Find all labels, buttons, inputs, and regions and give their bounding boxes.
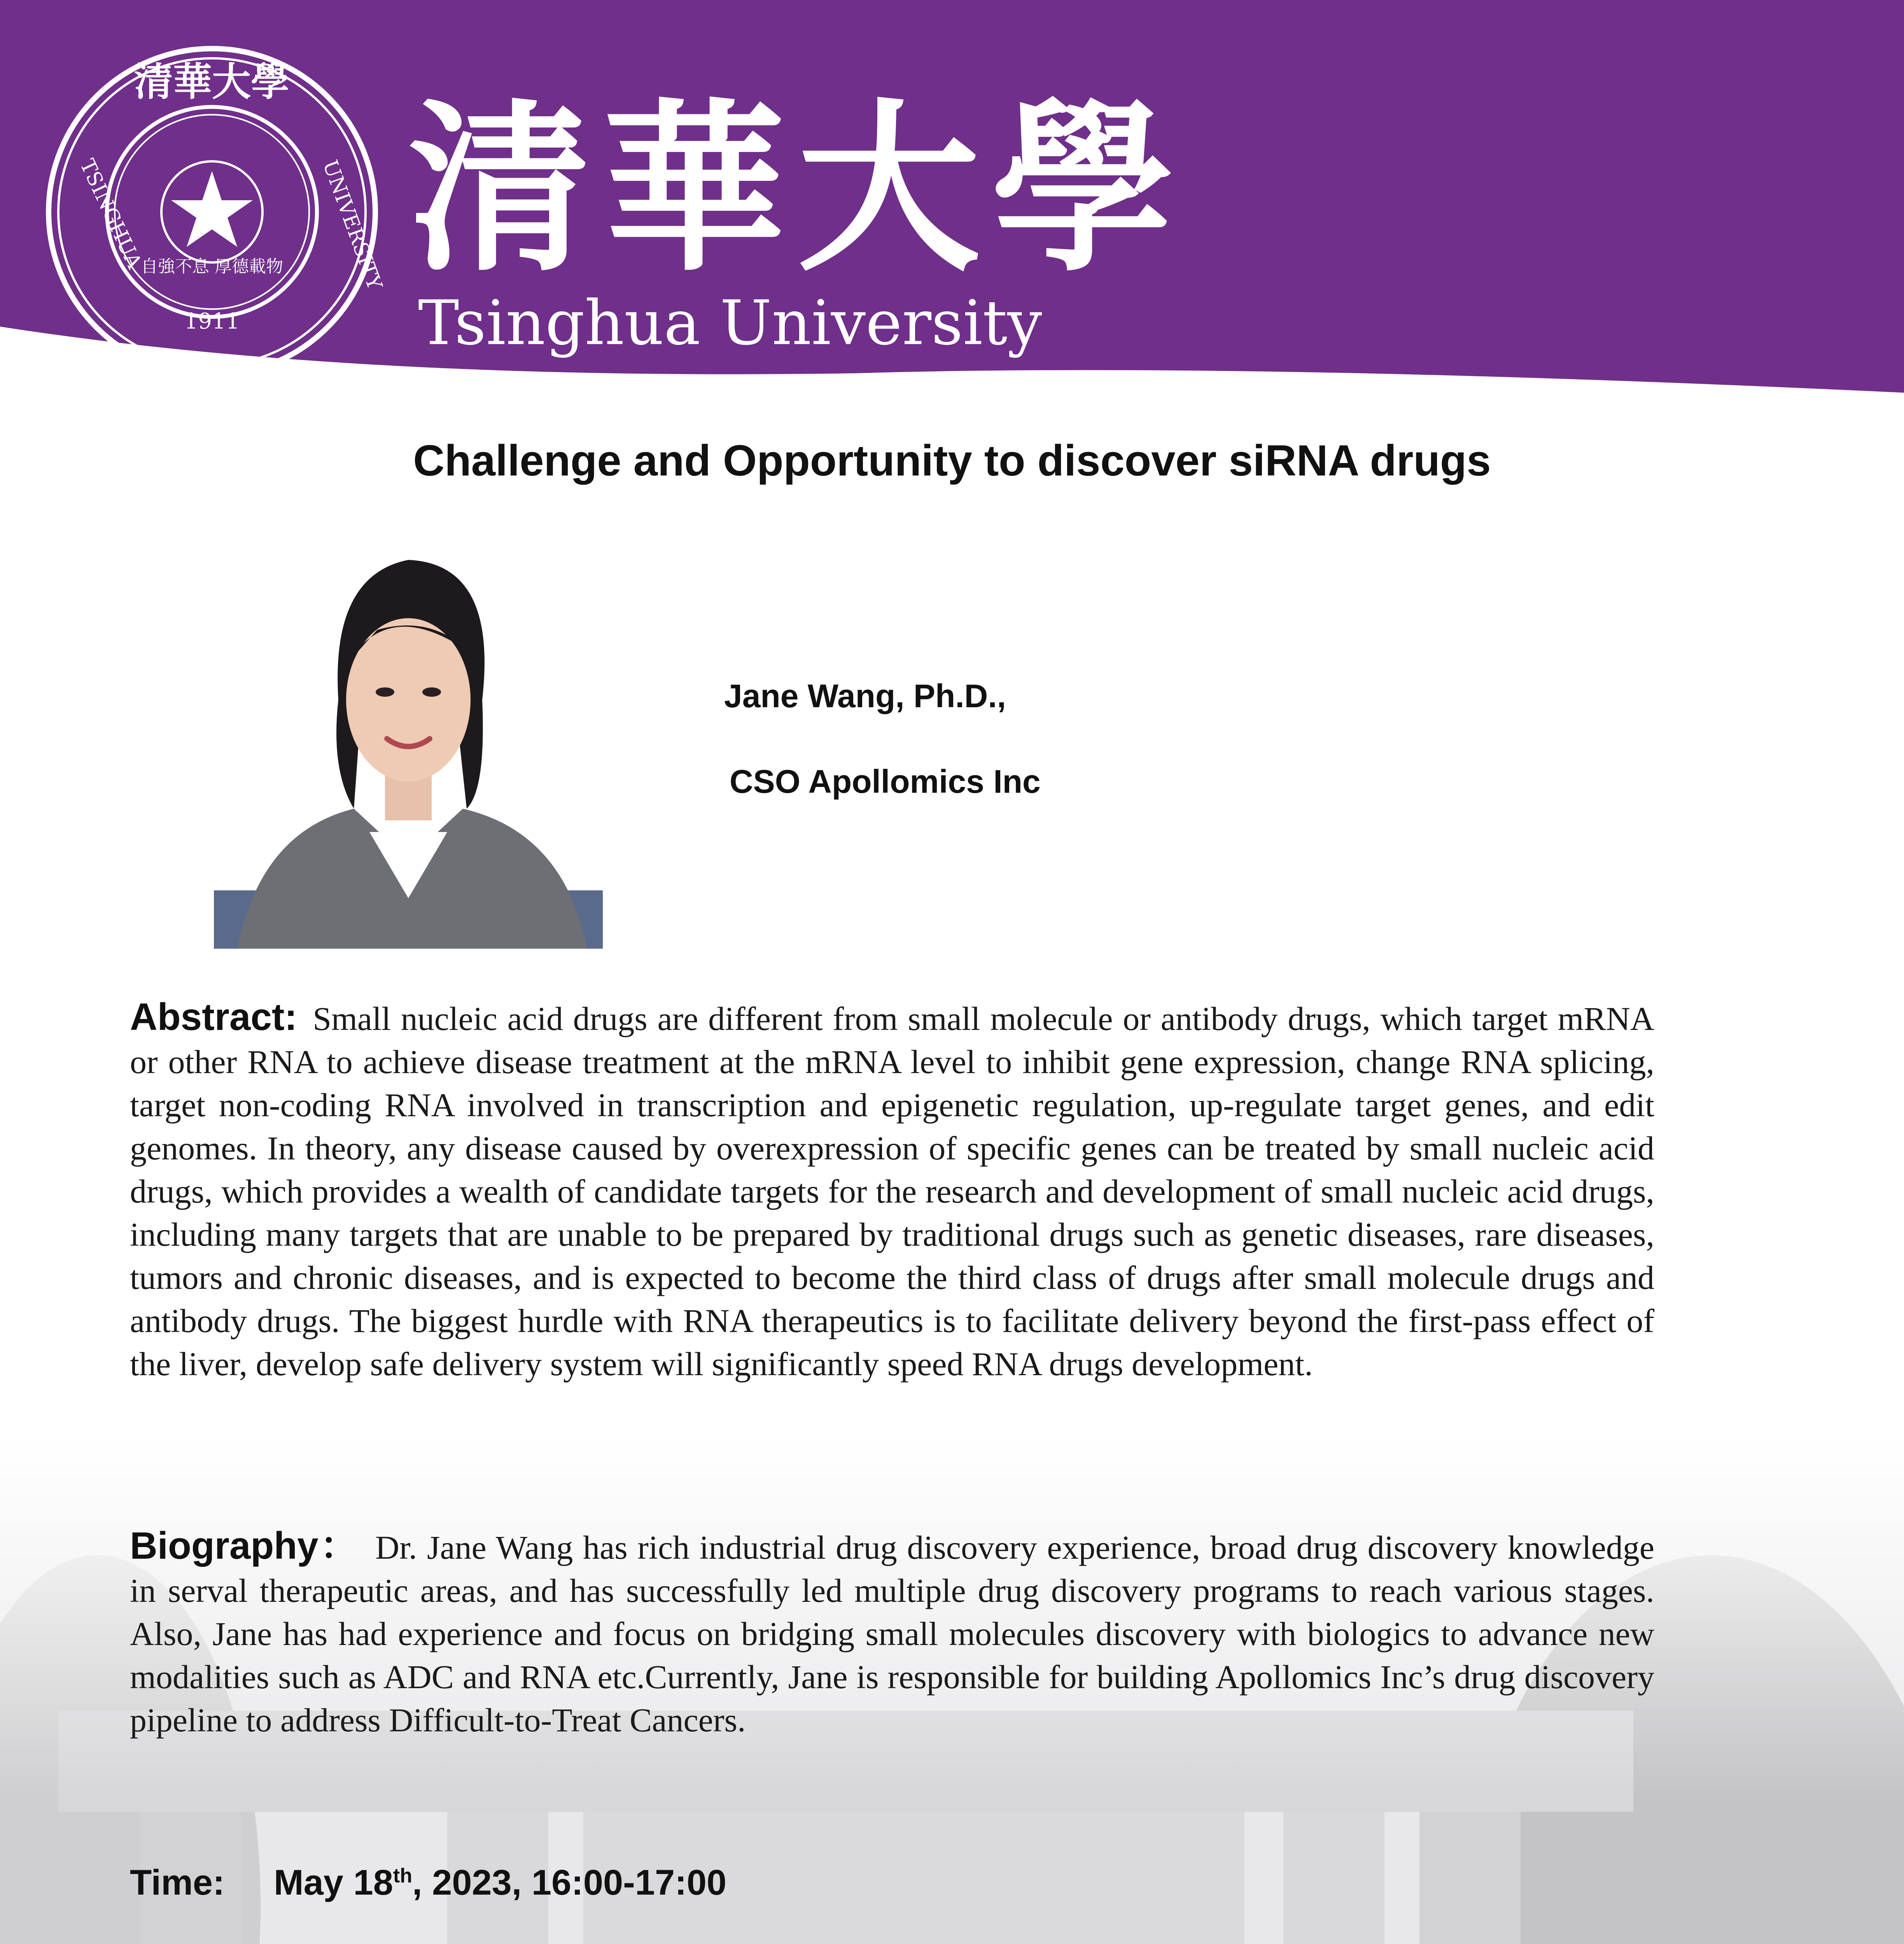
seal-year: 1911 <box>184 309 240 334</box>
time-label: Time: <box>130 1863 225 1902</box>
university-name-en: Tsinghua University <box>418 287 1042 359</box>
time-row <box>130 1862 726 1903</box>
university-name-cn: 清華大學 <box>408 81 1186 296</box>
talk-title: Challenge and Opportunity to discover siRNA drugs <box>413 436 1491 485</box>
speaker-affiliation: CSO Apollomics Inc <box>730 763 1041 800</box>
biography-label: Biography： <box>130 1524 360 1567</box>
seal-inner-text: 自強不息 厚德載物 <box>141 257 283 276</box>
biography-text: Dr. Jane Wang has rich industrial drug discovery experience, broad drug discovery knowledge in serval therapeutic areas, and has successfully led multiple drug discovery programs to reach various stages. Also, Jane has had experience and focus on bridging small molecules discovery with biologics to advance new modalities such as ADC and RNA etc.Currently, Jane is responsible for building Apollomics Inc’s drug discovery pipeline to address Difficult-to-Treat Cancers. <box>130 1529 1655 1739</box>
time-value-post: , 2023, 16:00-17:00 <box>412 1863 727 1902</box>
time-value-sup: th <box>393 1864 412 1887</box>
speaker-photo <box>214 537 603 949</box>
header-banner <box>0 0 1904 393</box>
seal-text-left: TSINGHUA <box>75 156 146 273</box>
speaker-name: Jane Wang, Ph.D., <box>724 678 1006 714</box>
abstract-text: Small nucleic acid drugs are different from small molecule or antibody drugs, which target mRNA or other RNA to achieve disease treatment at the mRNA level to inhibit gene expression, change RNA splicing, target non-coding RNA involved in transcription and epigenetic regulation, up-regulate target genes, and edit genomes. In theory, any disease caused by overexpression of specific genes can be treated by small nucleic acid drugs, which provides a wealth of candidate targets for the research and development of small nucleic acid drugs, including many targets that are unable to be prepared by traditional drugs such as genetic diseases, rare diseases, tumors and chronic diseases, and is expected to become the third class of drugs after small molecule drugs and antibody drugs. The biggest hurdle with RNA therapeutics is to facilitate delivery beyond the first-pass effect of the liver, develop safe delivery system will significantly speed RNA drugs development. <box>130 1000 1654 1383</box>
seal-text-right: UNIVERSITY <box>318 157 387 293</box>
abstract-section <box>130 995 1654 1386</box>
abstract-label: Abstract: <box>130 995 298 1038</box>
time-value-pre: May 18 <box>274 1863 393 1902</box>
seal-text-top: 清華大學 <box>134 59 290 105</box>
biography-section <box>130 1524 1654 1742</box>
